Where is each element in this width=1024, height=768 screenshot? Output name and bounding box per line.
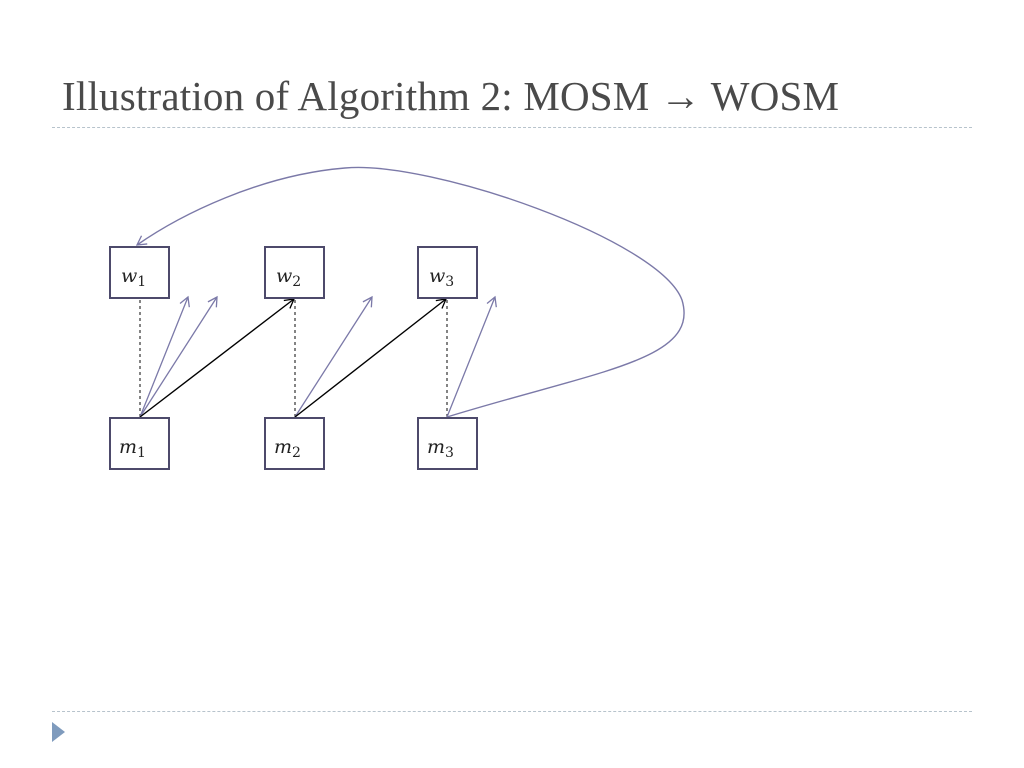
node-m2: [265, 418, 324, 469]
node-w2-sub: 2: [292, 274, 302, 290]
node-m3: [418, 418, 477, 469]
footer-divider: [52, 711, 972, 712]
node-w1-label: w: [121, 265, 138, 287]
curved-arrow-m3-w1: [137, 167, 684, 417]
node-w1: [110, 247, 169, 298]
node-m3-sub: 3: [445, 445, 454, 461]
slide-title: Illustration of Algorithm 2: MOSM → WOSM: [62, 73, 840, 119]
node-w1-sub: 1: [137, 274, 147, 290]
node-m1-sub: 1: [137, 445, 146, 461]
faded-arrow-m1-b: [140, 297, 217, 417]
node-w2-label: w: [276, 265, 293, 287]
faded-arrow-m3: [447, 297, 495, 417]
node-w3-sub: 3: [445, 274, 455, 290]
node-w3: [418, 247, 477, 298]
node-m2-sub: 2: [292, 445, 301, 461]
node-m3-label: m: [427, 436, 446, 458]
node-m2-label: m: [274, 436, 293, 458]
node-w2: [265, 247, 324, 298]
faded-arrow-m2: [295, 297, 372, 417]
node-w3-label: w: [429, 265, 446, 287]
node-m1-label: m: [119, 436, 138, 458]
node-m1: [110, 418, 169, 469]
triangle-bullet-icon: [52, 722, 65, 742]
proposal-arrow-m2-w3: [295, 299, 446, 417]
